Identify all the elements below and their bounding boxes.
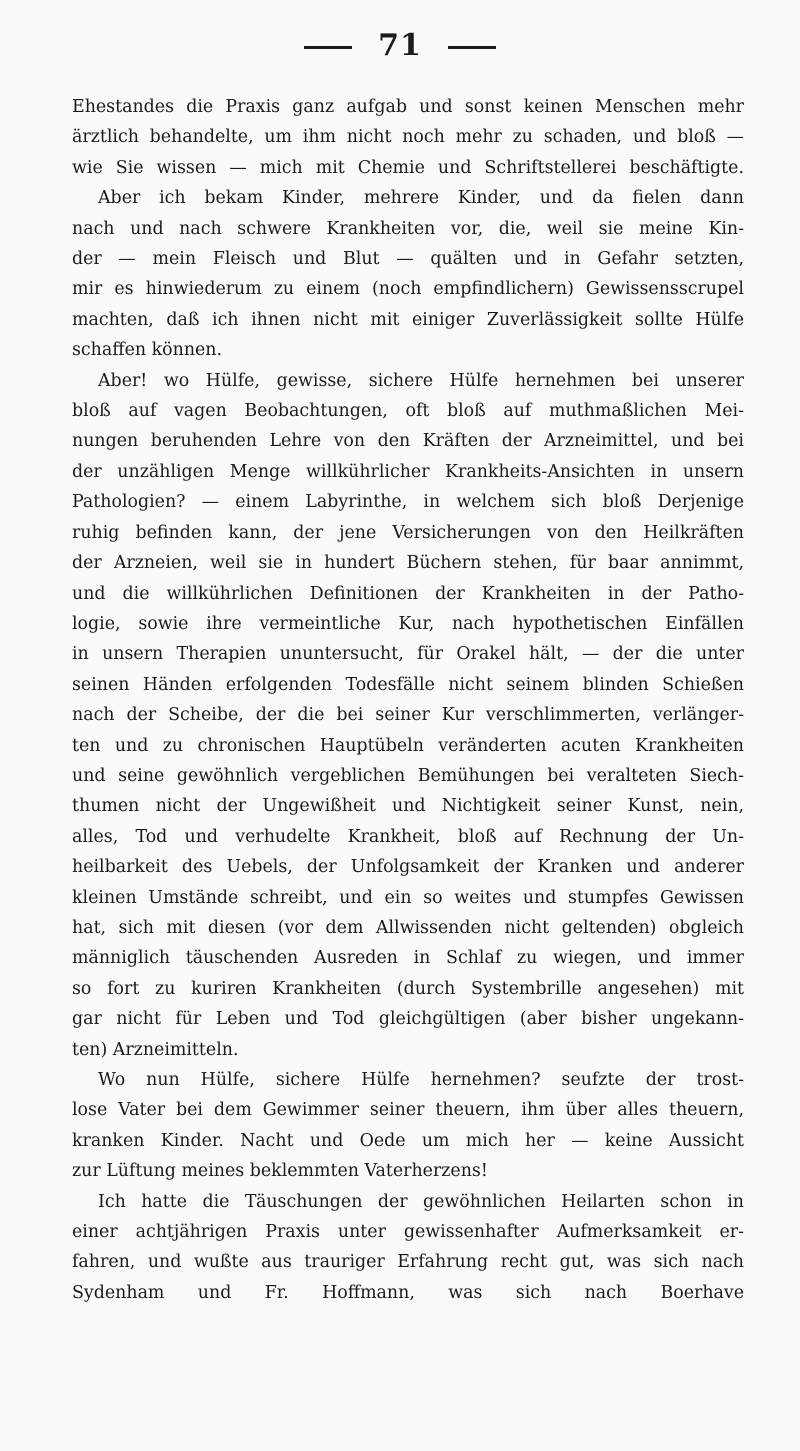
text-line: nach und nach schwere Krankheiten vor, die, weil sie meine Kin- (72, 218, 744, 239)
text-line: der unzähligen Menge willkührlicher Krankheits-Ansichten in unsern (72, 461, 744, 482)
text-line: einer achtjährigen Praxis unter gewissenhafter Aufmerksamkeit er- (72, 1222, 744, 1243)
page-number: 71 (378, 28, 422, 63)
text-line: kranken Kinder. Nacht und Oede um mich her — keine Aussicht (72, 1130, 744, 1151)
text-line: Wo nun Hülfe, sichere Hülfe hernehmen? seufzte der trost- (98, 1070, 744, 1090)
text-line: hat, sich mit diesen (vor dem Allwissenden nicht geltenden) obgleich (72, 917, 744, 938)
text-line: mir es hinwiederum zu einem (noch empfindlichern) Gewissensscrupel (72, 279, 744, 300)
text-line: ärztlich behandelte, um ihm nicht noch mehr zu schaden, und bloß — (72, 127, 744, 148)
text-line: der Arzneien, weil sie in hundert Büchern stehen, für baar annimmt, (72, 553, 744, 574)
text-line: lose Vater bei dem Gewimmer seiner theuern, ihm über alles theuern, (72, 1100, 744, 1121)
text-line: seinen Händen erfolgenden Todesfälle nicht seinem blinden Schießen (72, 674, 744, 695)
text-line: Aber ich bekam Kinder, mehrere Kinder, und da fielen dann (98, 188, 744, 209)
text-line: zur Lüftung meines beklemmten Vaterherzens! (72, 1161, 488, 1182)
text-line: nach der Scheibe, der die bei seiner Kur verschlimmerten, verlänger- (72, 705, 744, 726)
text-line: Sydenham und Fr. Hoffmann, was sich nach Boerhave (72, 1282, 744, 1303)
text-line: nungen beruhenden Lehre von den Kräften der Arzneimittel, und bei (72, 431, 744, 452)
text-line: thumen nicht der Ungewißheit und Nichtigkeit seiner Kunst, nein, (72, 796, 744, 817)
header-dash-right (448, 46, 496, 49)
text-line: Pathologien? — einem Labyrinthe, in welchem sich bloß Derjenige (72, 492, 744, 513)
paragraph-3 (72, 1065, 744, 1187)
page-header (0, 28, 800, 63)
paragraph-1 (72, 92, 744, 366)
text-line: machten, daß ich ihnen nicht mit einiger Zuverlässigkeit sollte Hülfe (72, 309, 744, 330)
text-line: gar nicht für Leben und Tod gleichgültigen (aber bisher ungekann- (72, 1009, 744, 1030)
text-line: kleinen Umstände schreibt, und ein so weites und stumpfes Gewissen (72, 887, 744, 908)
text-line: männiglich täuschenden Ausreden in Schlaf zu wiegen, und immer (72, 948, 744, 969)
text-line: und die willkührlichen Definitionen der Krankheiten in der Patho- (72, 583, 744, 604)
text-line: und seine gewöhnlich vergeblichen Bemühungen bei veralteten Siech- (72, 765, 744, 786)
text-line: so fort zu kuriren Krankheiten (durch Systembrille angesehen) mit (72, 978, 744, 999)
text-line: logie, sowie ihre vermeintliche Kur, nach hypothetischen Einfällen (72, 613, 744, 634)
text-line: Ehestandes die Praxis ganz aufgab und sonst keinen Menschen mehr (72, 97, 744, 117)
text-line: schaffen können. (72, 340, 223, 361)
paragraph-4 (72, 1187, 744, 1309)
paragraph-2 (72, 366, 744, 1065)
text-line: ruhig befinden kann, der jene Versicherungen von den Heilkräften (72, 522, 744, 543)
text-line: fahren, und wußte aus trauriger Erfahrung recht gut, was sich nach (72, 1252, 744, 1273)
text-line: bloß auf vagen Beobachtungen, oft bloß auf muthmaßlichen Mei- (72, 401, 744, 422)
text-line: Ich hatte die Täuschungen der gewöhnlichen Heilarten schon in (98, 1191, 744, 1212)
text-line: heilbarkeit des Uebels, der Unfolgsamkeit der Kranken und anderer (72, 857, 744, 878)
text-line: ten) Arzneimitteln. (72, 1039, 239, 1060)
body-text (72, 92, 744, 1308)
text-line: ten und zu chronischen Hauptübeln veränderten acuten Krankheiten (72, 735, 744, 756)
text-line: in unsern Therapien ununtersucht, für Orakel hält, — der die unter (72, 644, 744, 665)
header-dash-left (304, 46, 352, 49)
text-line: wie Sie wissen — mich mit Chemie und Schriftstellerei beschäftigte. (72, 157, 744, 178)
text-line: Aber! wo Hülfe, gewisse, sichere Hülfe hernehmen bei unserer (98, 370, 744, 391)
text-line: der — mein Fleisch und Blut — quälten und in Gefahr setzten, (72, 249, 744, 270)
text-line: alles, Tod und verhudelte Krankheit, bloß auf Rechnung der Un- (72, 826, 744, 847)
